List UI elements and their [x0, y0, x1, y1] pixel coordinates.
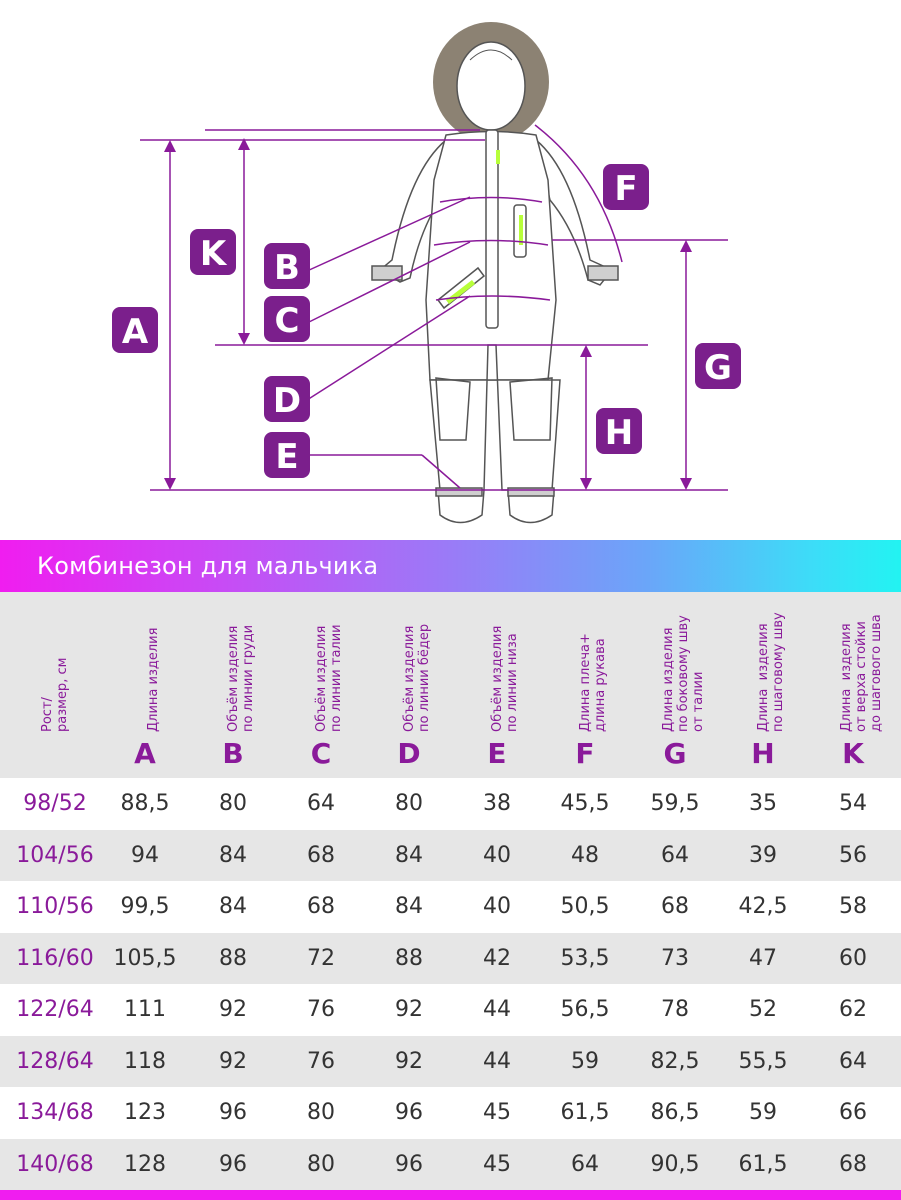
measure-cell: 76 [307, 1048, 335, 1074]
size-cell: 116/60 [16, 945, 94, 971]
header-label-line: Рост/ [40, 697, 55, 732]
measure-cell: 105,5 [113, 945, 177, 971]
header-label-line: от верха стойки [853, 621, 869, 732]
size-cell: 122/64 [16, 997, 94, 1022]
measure-cell: 64 [661, 842, 689, 868]
measure-cell: 60 [839, 945, 867, 971]
header-letter-k: K [842, 737, 864, 770]
measure-cell: 68 [839, 1151, 867, 1177]
measure-cell: 44 [483, 1048, 511, 1074]
size-cell: 98/52 [23, 791, 87, 816]
bottom-accent-bar [0, 1190, 901, 1200]
header-label-line: по боковому шву [675, 615, 691, 732]
measure-cell: 92 [219, 997, 247, 1022]
table-title: Комбинезон для мальчика [37, 552, 379, 580]
badge-h-label: H [604, 413, 634, 453]
header-letter-d: D [397, 737, 421, 770]
measure-cell: 123 [124, 1100, 166, 1125]
badge-e-label: E [275, 437, 299, 477]
header-letter-c: C [310, 737, 332, 770]
measure-cell: 96 [219, 1100, 247, 1125]
badge-d-label: D [272, 381, 302, 421]
header-letter-a: A [134, 737, 156, 770]
measure-cell: 80 [307, 1151, 335, 1177]
measure-cell: 45 [483, 1100, 511, 1125]
measure-cell: 50,5 [560, 894, 610, 919]
measure-cell: 56,5 [560, 997, 610, 1022]
table-row [0, 1139, 901, 1190]
measure-cell: 45,5 [560, 791, 610, 816]
measure-cell: 92 [395, 997, 423, 1022]
header-label-line: Длина изделия [756, 623, 771, 732]
measure-cell: 58 [839, 894, 867, 919]
table-row [0, 1036, 901, 1087]
header-col-4 [364, 592, 454, 778]
badge-g-label: G [704, 348, 732, 388]
header-label-line: по линии бёдер [417, 623, 432, 732]
header-label-line: от талии [690, 671, 706, 732]
measure-cell: 111 [124, 997, 166, 1022]
header-letter-b: B [222, 737, 244, 770]
header-label-line: Длина изделия [838, 623, 854, 732]
measure-cell: 59 [749, 1100, 777, 1125]
header-col-3 [276, 592, 366, 778]
size-cell: 134/68 [16, 1100, 94, 1125]
measure-cell: 118 [124, 1048, 166, 1074]
measure-cell: 64 [571, 1151, 599, 1177]
measure-cell: 96 [395, 1151, 423, 1177]
badge-k-label: K [199, 234, 227, 274]
header-col-9 [808, 592, 898, 778]
measure-cell: 40 [483, 842, 511, 868]
measure-cell: 82,5 [650, 1048, 700, 1074]
measure-cell: 80 [395, 791, 423, 816]
table-row [0, 830, 901, 881]
measure-cell: 62 [839, 997, 867, 1022]
header-col-6 [540, 592, 630, 778]
header-label-line: Объём изделия [314, 625, 329, 732]
measure-cell: 88,5 [120, 791, 170, 816]
measure-cell: 68 [307, 894, 335, 919]
header-col-1 [100, 592, 190, 778]
measure-cell: 90,5 [650, 1151, 700, 1177]
measure-cell: 38 [483, 791, 511, 816]
measure-cell: 59,5 [650, 791, 700, 816]
header-col-5 [452, 592, 542, 778]
measure-cell: 59 [571, 1048, 599, 1074]
header-label-line: Длина плеча+ [578, 633, 593, 732]
measure-cell: 94 [131, 842, 159, 868]
header-label-line: по шаговому шву [771, 612, 786, 732]
measure-cell: 53,5 [560, 945, 610, 971]
table-row [0, 778, 901, 829]
header-label-line: по линии груди [241, 624, 256, 732]
garment-diagram [0, 0, 901, 530]
measure-cell: 84 [219, 894, 247, 919]
measure-cell: 128 [124, 1151, 166, 1177]
measure-cell: 80 [219, 791, 247, 816]
header-letter-h: H [751, 737, 775, 770]
fur-hood-illustration [433, 22, 549, 142]
header-letter-e: E [487, 737, 507, 770]
measure-cell: 66 [839, 1100, 867, 1125]
measure-cell: 56 [839, 842, 867, 868]
header-label-line: Длина изделия [660, 627, 676, 732]
measure-cell: 73 [661, 945, 689, 971]
measure-cell: 39 [749, 842, 777, 868]
measure-cell: 88 [395, 945, 423, 971]
measure-cell: 61,5 [738, 1151, 788, 1177]
measure-cell: 61,5 [560, 1100, 610, 1125]
measure-cell: 72 [307, 945, 335, 971]
measure-cell: 92 [395, 1048, 423, 1074]
table-row [0, 881, 901, 932]
table-row [0, 1087, 901, 1138]
measure-cell: 64 [839, 1048, 867, 1074]
measure-cell: 48 [571, 842, 599, 868]
measure-cell: 42,5 [738, 894, 788, 919]
measure-cell: 68 [661, 894, 689, 919]
badge-b-label: B [274, 248, 300, 288]
measure-cell: 44 [483, 997, 511, 1022]
measure-cell: 47 [749, 945, 777, 971]
header-col-2 [188, 592, 278, 778]
header-col-7 [630, 592, 720, 778]
header-col-8 [718, 592, 808, 778]
measure-cell: 96 [219, 1151, 247, 1177]
measure-cell: 54 [839, 791, 867, 816]
measure-cell: 80 [307, 1100, 335, 1125]
table-row [0, 933, 901, 984]
size-cell: 140/68 [16, 1151, 94, 1177]
measure-cell: 64 [307, 791, 335, 816]
measure-cell: 84 [395, 842, 423, 868]
badge-f-label: F [614, 169, 638, 209]
measure-cell: 52 [749, 997, 777, 1022]
measure-cell: 84 [219, 842, 247, 868]
measure-cell: 35 [749, 791, 777, 816]
measure-cell: 86,5 [650, 1100, 700, 1125]
size-cell: 104/56 [16, 842, 94, 868]
header-letter-g: G [663, 737, 687, 770]
measure-cell: 45 [483, 1151, 511, 1177]
badge-c-label: C [274, 301, 300, 341]
measure-cell: 55,5 [738, 1048, 788, 1074]
measure-cell: 92 [219, 1048, 247, 1074]
measure-cell: 68 [307, 842, 335, 868]
measure-cell: 76 [307, 997, 335, 1022]
table-title-bar [0, 540, 901, 592]
measure-cell: 84 [395, 894, 423, 919]
header-label-line: по линии талии [329, 624, 344, 732]
measure-cell: 40 [483, 894, 511, 919]
header-label-line: длина рукава [593, 638, 608, 732]
header-label-line: по линии низа [505, 633, 520, 732]
header-label-line: Объём изделия [402, 625, 417, 732]
table-row [0, 984, 901, 1035]
size-cell: 128/64 [16, 1048, 94, 1074]
measure-cell: 96 [395, 1100, 423, 1125]
jumpsuit-illustration [372, 130, 618, 523]
header-label-line: до шагового шва [868, 614, 884, 732]
header-letter-f: F [575, 737, 595, 770]
size-cell: 110/56 [16, 894, 94, 919]
header-label-line: Объём изделия [226, 625, 241, 732]
header-col-0 [10, 592, 100, 778]
header-label-line: Длина изделия [145, 627, 161, 732]
measure-cell: 78 [661, 997, 689, 1022]
badge-a-label: A [121, 312, 149, 352]
header-label-line: размер, см [55, 657, 70, 732]
measure-cell: 42 [483, 945, 511, 971]
table-header [0, 592, 901, 778]
measure-cell: 99,5 [120, 894, 170, 919]
measure-cell: 88 [219, 945, 247, 971]
header-label-line: Объём изделия [490, 625, 505, 732]
